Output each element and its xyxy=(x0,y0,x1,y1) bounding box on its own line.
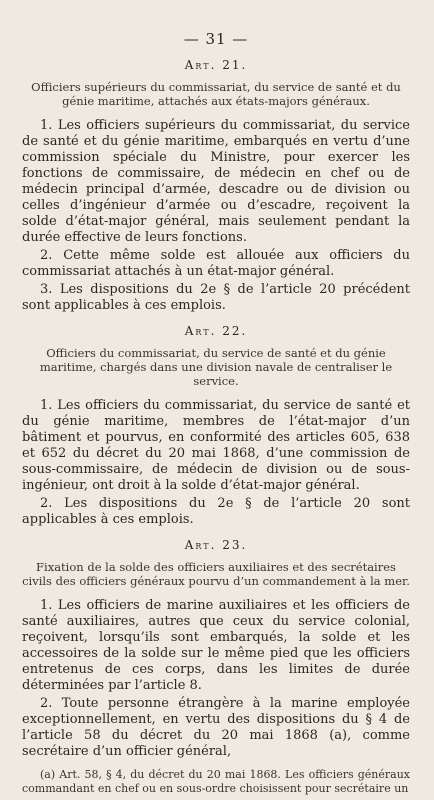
paragraph: 2. Cette même solde est allouée aux officiers du commissariat attachés à un état-major général. xyxy=(22,248,410,279)
footnote: (a) Art. 58, § 4, du décret du 20 mai 1868. Les officiers généraux commandant en chef ou en sous-ordre choisissent pour secrétaire un xyxy=(22,768,410,795)
article-title: Officiers supérieurs du commissariat, du service de santé et du génie maritime, attachés aux états-majors généraux. xyxy=(31,80,401,108)
article-title: Fixation de la solde des officiers auxiliaires et des secrétaires civils des officiers généraux pourvu d’un commandement à la mer. xyxy=(22,560,410,588)
article-title: Officiers du commissariat, du service de santé et du génie maritime, chargés dans une division navale de centraliser le service. xyxy=(39,346,393,388)
page-number: — 31 — xyxy=(183,30,249,48)
paragraph: 1. Les officiers de marine auxiliaires et les officiers de santé auxiliaires, autres que ceux du service colonial, reçoivent, lorsqu’ils sont embarqués, la solde et les accessoires de la solde sur le même pied que les officiers entretenus de ces corps, dans les limites de durée déterminées par l’article 8. xyxy=(22,598,410,693)
paragraph: 2. Les dispositions du 2e § de l’article 20 sont applicables à ces emplois. xyxy=(22,496,410,527)
article-21 xyxy=(22,58,410,314)
paragraph: 1. Les officiers du commissariat, du service de santé et du génie maritime, membres de l’état-major d’un bâtiment et pourvus, en conformité des articles 605, 638 et 652 du décret du 20 mai 1868, d’une commission de sous-commissaire, de médecin de division ou de sous-ingénieur, ont droit à la solde d’état-major général. xyxy=(22,398,410,493)
article-22 xyxy=(22,324,410,528)
article-heading: Art. 21. xyxy=(184,58,248,72)
paragraph: 3. Les dispositions du 2e § de l’article 20 précédent sont applicables à ces emplois. xyxy=(22,282,410,313)
article-23 xyxy=(22,538,410,760)
article-heading: Art. 22. xyxy=(184,324,248,338)
article-heading: Art. 23. xyxy=(184,538,248,552)
paragraph: 1. Les officiers supérieurs du commissariat, du service de santé et du génie maritime, embarqués en vertu d’une commission spéciale du Ministre, pour exercer les fonctions de commissaire, de médecin en chef ou de médecin principal d’armée, descadre ou de division ou celles d’ingénieur d’armée ou d’escadre, reçoivent la solde d’état-major général, mais seulement pendant la durée effective de leurs fonctions. xyxy=(22,118,410,245)
paragraph: 2. Toute personne étrangère à la marine employée exceptionnellement, en vertu des dispositions du § 4 de l’article 58 du décret du 20 mai 1868 (a), comme secrétaire d’un officier général, xyxy=(22,696,410,759)
